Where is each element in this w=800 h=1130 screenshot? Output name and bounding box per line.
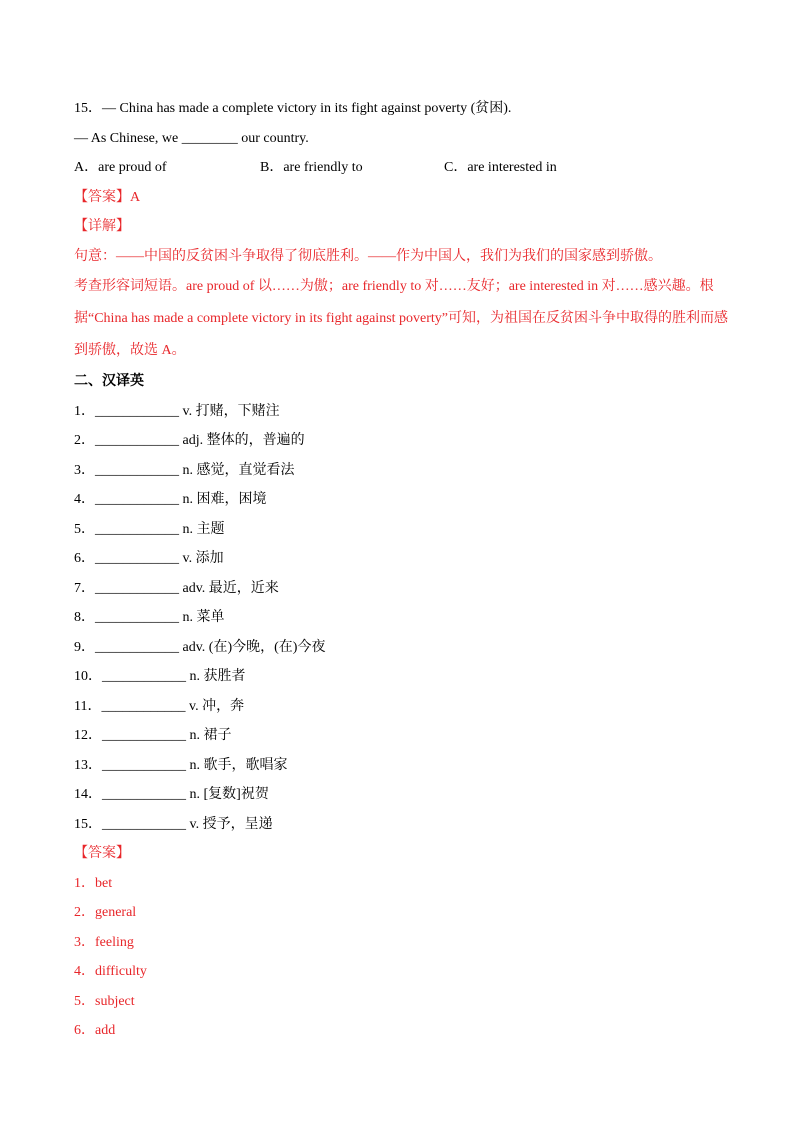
vocab-item: 1．____________ v. 打赌，下赌注 bbox=[74, 403, 280, 419]
answer-item: 4．difficulty bbox=[74, 964, 147, 979]
question-15-stem: 15．— China has made a complete victory in its fight against poverty (贫困). bbox=[74, 101, 512, 116]
vocab-list bbox=[74, 397, 734, 840]
answer-item: 6．add bbox=[74, 1023, 116, 1038]
option-c: C．are interested in bbox=[444, 160, 557, 175]
question-15-answer: 【答案】A bbox=[74, 189, 141, 205]
document-page bbox=[74, 94, 734, 1046]
vocab-item: 15．____________ v. 授予，呈递 bbox=[74, 816, 273, 832]
analysis-meaning: 句意：——中国的反贫困斗争取得了彻底胜利。——作为中国人，我们为我们的国家感到骄傲。 bbox=[74, 248, 662, 264]
vocab-item: 13．____________ n. 歌手，歌唱家 bbox=[74, 757, 288, 773]
vocab-item: 9．____________ adv. (在)今晚，(在)今夜 bbox=[74, 639, 326, 655]
vocab-item: 4．____________ n. 困难，困境 bbox=[74, 492, 267, 507]
vocab-item: 11．____________ v. 冲，奔 bbox=[74, 698, 245, 714]
question-15-options bbox=[74, 153, 734, 183]
analysis-text: 考查形容词短语。are proud of 以……为傲；are friendly to 对……友好；are interested in 对……感兴趣。根据“China has made a complete victory in its fight against poverty”可知，为祖国在反贫困斗争中取得的胜利而感到骄傲，故选 A。 bbox=[74, 279, 729, 358]
answer-item: 3．feeling bbox=[74, 934, 134, 950]
vocab-item: 12．____________ n. 裙子 bbox=[74, 728, 232, 743]
answer-item: 5．subject bbox=[74, 993, 135, 1009]
section-heading: 二、汉译英 bbox=[74, 374, 144, 389]
analysis-label: 【详解】 bbox=[74, 219, 130, 234]
vocab-item: 2．____________ adj. 整体的，普遍的 bbox=[74, 433, 305, 448]
vocab-item: 7．____________ adv. 最近，近来 bbox=[74, 580, 279, 596]
question-15-response: — As Chinese, we ________ our country. bbox=[74, 130, 309, 146]
answer-list bbox=[74, 869, 734, 1046]
answer-item: 2．general bbox=[74, 905, 137, 920]
vocab-item: 10．____________ n. 获胜者 bbox=[74, 669, 246, 684]
vocab-item: 3．____________ n. 感觉，直觉看法 bbox=[74, 462, 295, 478]
answer-item: 1．bet bbox=[74, 875, 113, 891]
section-answer-label: 【答案】 bbox=[74, 846, 130, 861]
vocab-item: 6．____________ v. 添加 bbox=[74, 551, 224, 566]
vocab-item: 8．____________ n. 菜单 bbox=[74, 610, 225, 625]
option-b: B．are friendly to bbox=[260, 160, 363, 175]
vocab-item: 5．____________ n. 主题 bbox=[74, 521, 225, 537]
option-a: A．are proud of bbox=[74, 160, 167, 175]
vocab-item: 14．____________ n. [复数]祝贺 bbox=[74, 787, 269, 802]
